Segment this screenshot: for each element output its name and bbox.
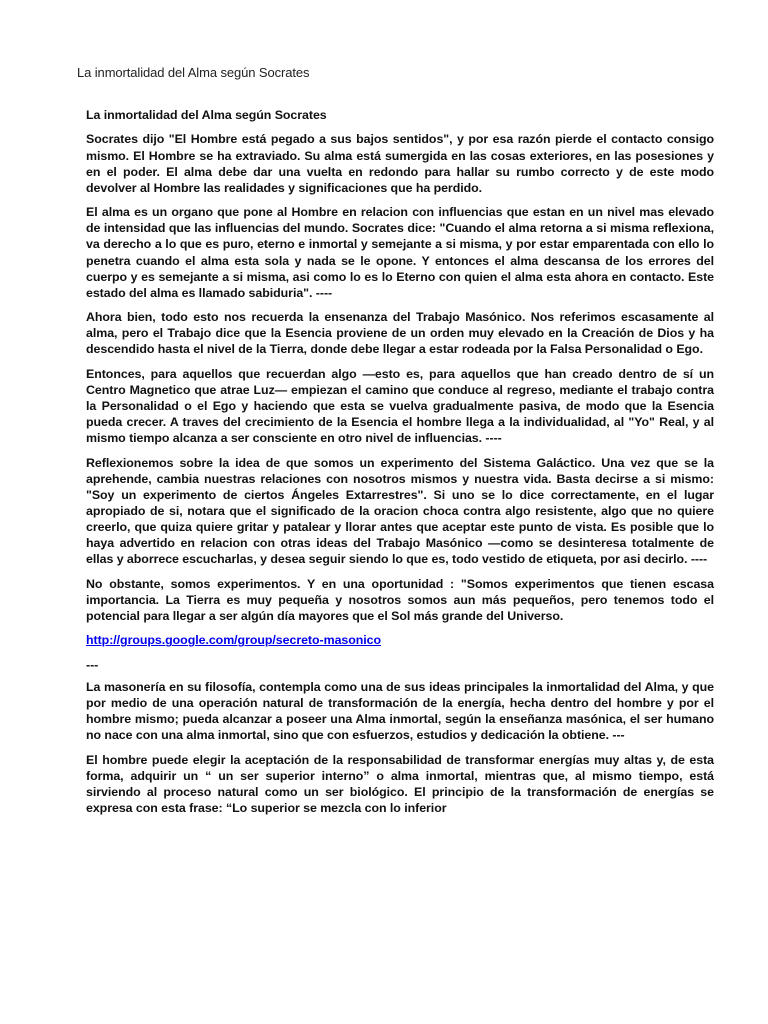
- link-paragraph: [86, 632, 714, 648]
- paragraph-4: Entonces, para aquellos que recuerdan algo —esto es, para aquellos que han creado dentro de sí un Centro Magnetico que atrae Luz— empiezan el camino que conduce al regreso, mediante el trabajo contra la Personalidad o el Ego y haciendo que esta se vuelva gradualmente pasiva, de modo que la Esencia pueda crecer. A traves del crecimiento de la Esencia el hombre llega a la individualidad, al "Yo" Real, y al mismo tiempo alcanza a ser consciente en otro nivel de influencias. ----: [86, 366, 714, 446]
- article-title: La inmortalidad del Alma según Socrates: [86, 108, 327, 122]
- paragraph-2: El alma es un organo que pone al Hombre en relacion con influencias que estan en un nivel mas elevado de intensidad que las influencias del mundo. Socrates dice: "Cuando el alma retorna a si misma reflexiona, va derecho a lo que es puro, eterno e inmortal y semejante a si misma, y por estar emparentada con ello lo penetra cuando el alma esta sola y nada se le opone. Y entonces el alma descansa de los errores del cuerpo y es semejante a si misma, asi como lo es lo Eterno con quien el alma esta ahora en contacto. Este estado del alma es llamado sabiduria". ----: [86, 205, 714, 300]
- separator: ---: [86, 657, 99, 672]
- paragraph-5: Reflexionemos sobre la idea de que somos un experimento del Sistema Galáctico. Una vez que se la aprehende, cambia nuestras relaciones con nosotros mismos y nuestra vida. Basta decirse a si mismo: "Soy un experimento de ciertos Ángeles Extarrestres". Si uno se lo dice correctamente, en el lugar apropiado de si, notara que el significado de la oracion choca contra algo resistente, algo que no quiere creerlo, que quiza quiere gritar y patalear y llorar antes que aceptar este punto de vista. Es posible que lo haya advertido en relacion con otras ideas del Trabajo Masónico —como se desinteresa totalmente de ellas y aborrece escucharlas, y desea seguir siendo lo que es, todo vestido de etiqueta, por asi decirlo. ----: [86, 455, 714, 567]
- paragraph-3: Ahora bien, todo esto nos recuerda la ensenanza del Trabajo Masónico. Nos referimos escasamente al alma, pero el Trabajo dice que la Esencia proviene de un orden muy elevado en la Creación de Dios y ha descendido hasta el nivel de la Tierra, donde debe llegar a estar rodeada por la Falsa Personalidad o Ego.: [86, 310, 714, 357]
- paragraph-6: No obstante, somos experimentos. Y en una oportunidad : "Somos experimentos que tienen escasa importancia. La Tierra es muy pequeña y nosotros somos aun más pequeños, pero tenemos todo el potencial para llegar a ser algún día mayores que el Sol más grande del Universo.: [86, 576, 714, 623]
- paragraph-1: Socrates dijo "El Hombre está pegado a sus bajos sentidos", y por esa razón pierde el contacto consigo mismo. El Hombre se ha extraviado. Su alma está sumergida en las cosas exteriores, en las posesiones y en el poder. El alma debe dar una vuelta en redondo para hallar su rumbo correcto y de este modo devolver al Hombre las realidades y significaciones que ha perdido.: [86, 132, 714, 195]
- paragraph-8: El hombre puede elegir la aceptación de la responsabilidad de transformar energías muy altas y, de esta forma, adquirir un “ un ser superior interno” o alma inmortal, mientras que, al mismo tiempo, está sirviendo al proceso natural como un ser biológico. El principio de la transformación de energías se expresa con esta frase: “Lo superior se mezcla con lo inferior: [86, 752, 714, 816]
- page-header-title: La inmortalidad del Alma según Socrates: [77, 65, 310, 80]
- paragraph-7: La masonería en su filosofía, contempla como una de sus ideas principales la inmortalidad del Alma, y que por medio de una operación natural de transformación de la energía, hecha dentro del hombre y por el hombre mismo; pueda alcanzar a poseer una Alma inmortal, según la enseñanza masónica, el ser humano no nace con una alma inmortal, sino que con esfuerzos, estudios y dedicación la obtiene. ---: [86, 680, 714, 743]
- groups-link[interactable]: http://groups.google.com/group/secreto-masonico: [86, 633, 382, 648]
- article-body: [86, 107, 714, 816]
